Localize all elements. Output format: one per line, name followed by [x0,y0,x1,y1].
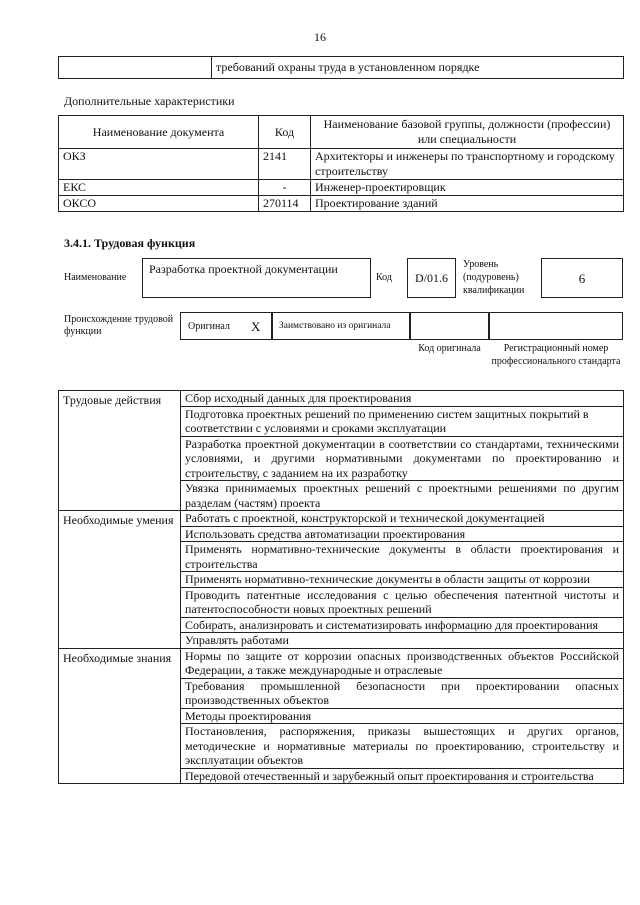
list-item: Управлять работами [181,633,624,649]
reg-number-label: Регистрационный номер профессионального стандарта [491,343,621,367]
code-original-label: Код оригинала [418,343,481,354]
continuation-table [58,56,624,79]
list-item: Постановления, распоряжения, приказы вышестоящих и других органов, методические и нормативные материалы по проектированию, строительству и эксплуатации объектов [181,724,624,769]
page-number: 16 [314,30,326,44]
list-item: Сбор исходный данных для проектирования [181,391,624,407]
header-document-name: Наименование документа [59,116,259,149]
level-label: Уровень (подуровень) квалификации [463,259,525,296]
group-name: Архитекторы и инженеры по транспортному и городскому строительству [311,149,624,180]
original-label: Оригинал [188,321,230,332]
code: - [259,180,311,196]
table-row [59,180,624,196]
list-item: Применять нормативно-технические документы в области проектирования и строительства [181,542,624,572]
list-item: Методы проектирования [181,708,624,724]
code-value: D/01.6 [407,258,456,298]
list-item: Разработка проектной документации в соответствии со стандартами, техническими условиями, и другими нормативными документами по проектированию и строительству, с заданием на их разработку [181,436,624,481]
list-item: Применять нормативно-технические документы в области защиты от коррозии [181,572,624,588]
group-name: Проектирование зданий [311,196,624,212]
list-item: Использовать средства автоматизации проектирования [181,526,624,542]
origin-label: Происхождение трудовой функции [64,314,174,337]
list-item: Передовой отечественный и зарубежный опыт проектирования и строительства [181,768,624,784]
table-row [59,648,624,678]
section-heading: 3.4.1. Трудовая функция [64,236,196,250]
table-row [59,511,624,527]
empty-cell [59,57,212,79]
table-row [59,149,624,180]
table-row [59,57,624,79]
level-value: 6 [541,258,623,298]
name-label: Наименование [64,272,127,283]
document-name: ЕКС [59,180,259,196]
code: 2141 [259,149,311,180]
table-row [59,391,624,407]
document-name: ОКЗ [59,149,259,180]
list-item: Подготовка проектных решений по применению систем защитных покрытий в соответствии с условиями и сроками эксплуатации [181,406,624,436]
category-required-skills: Необходимые умения [59,511,181,649]
code-label: Код [376,272,392,283]
continuation-text: требований охраны труда в установленном порядке [212,57,624,79]
original-mark: X [251,319,261,334]
list-item: Нормы по защите от коррозии опасных производственных объектов Российской Федерации, а также международные и отраслевые [181,648,624,678]
list-item: Требования промышленной безопасности при проектировании опасных производственных объектов [181,678,624,708]
code-original-cell [410,312,489,340]
list-item: Собирать, анализировать и систематизировать информацию для проектирования [181,617,624,633]
header-row [59,116,624,149]
name-value: Разработка проектной документации [142,258,371,298]
additional-characteristics-table [58,115,624,212]
header-code: Код [259,116,311,149]
code: 270114 [259,196,311,212]
reg-number-cell [489,312,623,340]
table-row [59,196,624,212]
list-item: Работать с проектной, конструкторской и технической документацией [181,511,624,527]
document-name: ОКСО [59,196,259,212]
borrowed-label: Заимствовано из оригинала [272,312,410,340]
function-details-table [58,390,624,784]
list-item: Проводить патентные исследования с целью обеспечения патентной чистоты и патентоспособности новых проектных решений [181,587,624,617]
additional-characteristics-label: Дополнительные характеристики [64,94,235,108]
group-name: Инженер-проектировщик [311,180,624,196]
category-labor-actions: Трудовые действия [59,391,181,511]
original-cell [180,312,272,340]
list-item: Увязка принимаемых проектных решений с проектными решениями по другим разделам (частям) проекта [181,481,624,511]
header-group-name: Наименование базовой группы, должности (профессии) или специальности [311,116,624,149]
category-required-knowledge: Необходимые знания [59,648,181,784]
